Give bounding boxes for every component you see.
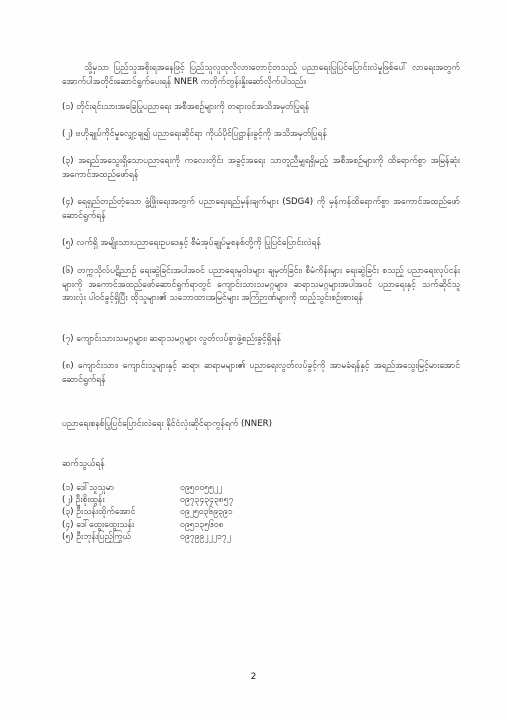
demand-item-4: (၄) ရေရှည်တည်တံ့သော ဖွံ့ဖြိုးရေးအတွက် ပညာရေးရည်မှန်းချက်များ (SDG4) ကို မှန်ကန်ထိရောက်စွာ အကောင်အထည်ဖော် ဆောင်ရွက်ရန် xyxy=(62,197,460,221)
contact-row xyxy=(62,482,233,494)
demand-item-7: (၇) ကျောင်းသားသမဂ္ဂများ၊ ဆရာသမဂ္ဂများ လွတ်လပ်စွာဖွဲ့စည်းခွင့်ရှိရန် xyxy=(62,334,281,344)
page-number: 2 xyxy=(250,672,257,682)
contact-row xyxy=(62,531,233,543)
contact-phone: ၀၉၇၃၄၃၄၃၈၅၇ xyxy=(180,495,234,506)
contact-row xyxy=(62,494,233,506)
contact-phone: ၀၉၂၅၀၃၆၉၃၉၁ xyxy=(180,507,233,518)
contact-phone: ၀၉၅၀၀၅၅၂၂ xyxy=(180,483,223,493)
contact-phone: ၀၉၇၉၉၂၂၂၁၇၂ xyxy=(180,531,231,542)
contact-heading: ဆက်သွယ်ရန် xyxy=(62,459,105,469)
demand-item-1: (၁) တိုင်းရင်းသားအခြေပြုပညာရေး အစီအစဉ်များကို တရားဝင်အသိအမှတ်ပြုရန် xyxy=(62,102,310,112)
demand-item-2: (၂) ဗဟိုချုပ်ကိုင်မှုလျှော့ချ၍ ပညာရေးဆိုင်ရာ ကိုယ်ပိုင်ပြဋ္ဌာန်းခွင့်ကို အသိအမှတ်ပြုရန် xyxy=(62,129,327,139)
contact-list xyxy=(62,482,233,543)
contact-row xyxy=(62,506,233,518)
contact-phone: ၀၉၅၁၃၅၆၀၈ xyxy=(180,519,224,530)
demand-item-6: (၆) တက္ကသိုလ်ပဋိညာဉ် ရေးဆွဲခြင်းအပါအဝင် ပညာရေးမူဝါဒများ ချမှတ်ခြင်း၊ စီမံကိန်းများ ရေးဆွဲခြင်း စသည့် ပညာရေးလုပ်ငန်းများကို အကောင်အထည်ဖော်ဆောင်ရွက်ရာတွင် ကျောင်းသားသမဂ္ဂများ၊ ဆရာသမဂ္ဂများအပါအဝင် ပညာရေးနှင့် သက်ဆိုင်သူအားလုံး ပါဝင်ခွင့်ရှိပြီး ထိုသူများ၏ သဘောထားအမြင်များ အကြံဉာဏ်များကို ထည့်သွင်းစဉ်းစားရန် xyxy=(62,266,460,303)
contact-name: (၄) ဒေါ်ထွေးထွေးသန်း xyxy=(62,519,135,530)
demand-item-8: (၈) ကျောင်းသား၊ ကျောင်းသူများနှင့် ဆရာ၊ ဆရာမများ၏ ပညာရေးလွတ်လပ်ခွင့်ကို အာမခံရန်နှင့် အရည်အသွေးမြင့်မားအောင် ဆောင်ရွက်ရန် xyxy=(62,361,460,385)
demand-item-5: (၅) လက်ရှိ အမျိုးသားပညာရေးဥပဒေနှင့် စီမံအုပ်ချုပ်မှုစနစ်တို့ကို ပြုပြင်ပြောင်းလဲရန် xyxy=(62,238,321,248)
intro-paragraph: သို့မှသာ ပြည်သူအစိုးရအနေဖြင့် ပြည်သူလူထုလိုလားတောင့်တသည့် ပညာရေးပြုပြင်ပြောင်းလဲမှုဖြစ်ပေါ် လာရေးအတွက် အောက်ပါအတိုင်းဆောင်ရွက်ပေးရန် NNER ကတိုက်တွန်းနှိုးဆော်လိုက်ပါသည်။ xyxy=(62,63,460,87)
contact-row xyxy=(62,519,233,531)
contact-name: (၅) ဦးဘုန်းပြည့်ကြွယ် xyxy=(62,531,131,542)
contact-name: (၂) ဦးစိုးထွန်း xyxy=(62,495,105,506)
contact-name: (၁) ဒေါ်သူသူမာ xyxy=(62,483,115,493)
demand-item-3: (၃) အရည်အသွေးရှိသောပညာရေးကို ကလေးတိုင်း အခွင့်အရေး သာတူညီမျှရရှိမည့် အစီအစဉ်များကို ထိရောက်စွာ အမြန်ဆုံးအကောင်အထည်ဖော်ရန် xyxy=(62,156,460,180)
signature-organization: ပညာရေးစနစ်ပြုပြင်ပြောင်းလဲရေး နိုင်ငံလုံးဆိုင်ရာကွန်ရက် (NNER) xyxy=(62,419,272,429)
contact-name: (၃) ဦးသန်းထိုက်အောင် xyxy=(62,507,136,518)
